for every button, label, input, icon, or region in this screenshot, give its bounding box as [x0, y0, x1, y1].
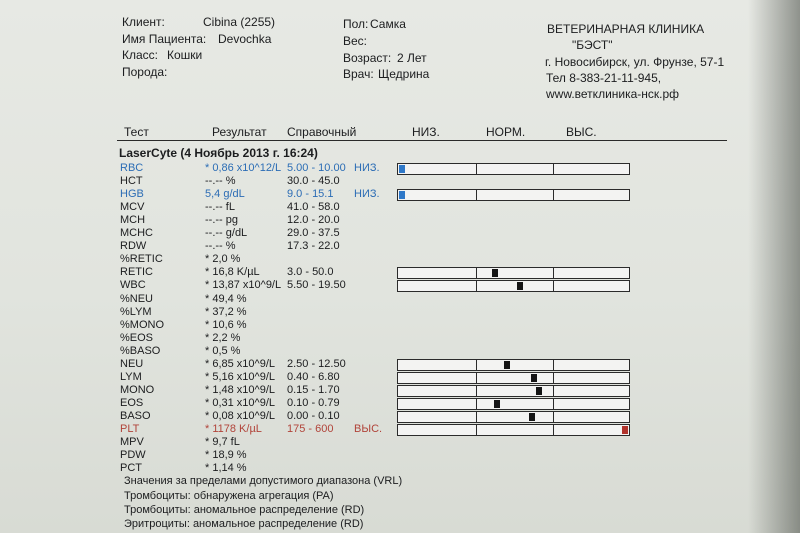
note-platelet-distribution: Тромбоциты: аномальное распределение (RD)	[124, 504, 365, 516]
note-erythrocyte-distribution: Эритроциты: аномальное распределение (RD)	[124, 518, 364, 530]
patient-label: Имя Пациента:	[122, 32, 207, 46]
sex-label: Пол:	[343, 17, 369, 31]
test-name-mpv: MPV	[120, 436, 144, 448]
age-label: Возраст:	[343, 51, 392, 65]
reference-rbc: 5.00 - 10.00	[287, 162, 346, 174]
test-name-mchc: MCHC	[120, 227, 153, 239]
reference-eos: 0.10 - 0.79	[287, 397, 340, 409]
result-mch: --.-- pg	[205, 214, 238, 226]
clinic-phone: Тел 8-383-21-11-945,	[546, 71, 662, 85]
reference-mch: 12.0 - 20.0	[287, 214, 340, 226]
result-eos: * 0,31 x10^9/L	[205, 397, 275, 409]
range-marker-lym	[531, 374, 537, 382]
client-label: Клиент:	[122, 15, 165, 29]
result-mcv: --.-- fL	[205, 201, 235, 213]
result-rdw: --.-- %	[205, 240, 236, 252]
doctor-value: Щедрина	[378, 67, 430, 81]
reference-mchc: 29.0 - 37.5	[287, 227, 340, 239]
flag-rbc: НИЗ.	[354, 162, 380, 174]
test-name-hgb: HGB	[120, 188, 144, 200]
range-marker-eos	[494, 400, 500, 408]
class-value: Кошки	[167, 48, 203, 62]
test-name-eos: EOS	[120, 397, 144, 409]
range-bar-neu	[397, 359, 630, 371]
result-lym: * 5,16 x10^9/L	[205, 371, 275, 383]
weight-label: Вес:	[343, 34, 368, 48]
client-value: Cibina (2255)	[203, 15, 276, 29]
range-marker-retic	[492, 269, 498, 277]
result-pct-mono: * 10,6 %	[205, 319, 247, 331]
note-platelet-aggregation: Тромбоциты: обнаружена агрегация (PA)	[124, 490, 334, 502]
result-wbc: * 13,87 x10^9/L	[205, 279, 282, 291]
result-pct-lym: * 37,2 %	[205, 306, 247, 318]
test-name-baso: BASO	[120, 410, 151, 422]
range-bar-wbc	[397, 280, 630, 292]
result-retic: * 16,8 K/µL	[205, 266, 260, 278]
test-name-pct-mono: %MONO	[120, 319, 164, 331]
range-bar-plt	[397, 424, 630, 436]
result-hgb: 5,4 g/dL	[205, 188, 245, 200]
range-marker-neu	[504, 361, 510, 369]
patient-value: Devochka	[218, 32, 272, 46]
result-pct: * 1,14 %	[205, 462, 247, 474]
clinic-brand: "БЭСТ"	[572, 38, 613, 52]
result-pdw: * 18,9 %	[205, 449, 247, 461]
reference-lym: 0.40 - 6.80	[287, 371, 340, 383]
test-name-retic: RETIC	[120, 266, 153, 278]
test-name-mcv: MCV	[120, 201, 145, 213]
reference-mcv: 41.0 - 58.0	[287, 201, 340, 213]
reference-hct: 30.0 - 45.0	[287, 175, 340, 187]
reference-rdw: 17.3 - 22.0	[287, 240, 340, 252]
range-marker-rbc	[399, 165, 405, 173]
test-name-plt: PLT	[120, 423, 140, 435]
flag-hgb: НИЗ.	[354, 188, 380, 200]
reference-baso: 0.00 - 0.10	[287, 410, 340, 422]
clinic-website: www.ветклиника-нск.рф	[546, 87, 680, 101]
test-name-hct: HCT	[120, 175, 143, 187]
range-bar-hgb	[397, 189, 630, 201]
range-marker-wbc	[517, 282, 523, 290]
result-pct-eos: * 2,2 %	[205, 332, 241, 344]
range-bar-eos	[397, 398, 630, 410]
result-mchc: --.-- g/dL	[205, 227, 248, 239]
test-name-pct-baso: %BASO	[120, 345, 161, 357]
result-pct-retic: * 2,0 %	[205, 253, 241, 265]
range-marker-baso	[529, 413, 535, 421]
section-title: LaserCyte (4 Ноябрь 2013 г. 16:24)	[119, 146, 318, 160]
flag-plt: ВЫС.	[354, 423, 383, 435]
col-normal: НОРМ.	[486, 125, 526, 139]
result-mpv: * 9,7 fL	[205, 436, 240, 448]
breed-label: Порода:	[122, 65, 168, 79]
test-name-rdw: RDW	[120, 240, 147, 252]
class-label: Класс:	[122, 48, 158, 62]
range-marker-hgb	[399, 191, 405, 199]
clinic-name: ВЕТЕРИНАРНАЯ КЛИНИКА	[547, 22, 705, 36]
range-bar-lym	[397, 372, 630, 384]
col-high: ВЫС.	[566, 125, 597, 139]
test-name-neu: NEU	[120, 358, 144, 370]
col-result: Результат	[212, 125, 267, 139]
sex-value: Самка	[370, 17, 406, 31]
note-vrl: Значения за пределами допустимого диапазона (VRL)	[124, 475, 403, 487]
clinic-address: г. Новосибирск, ул. Фрунзе, 57-1	[545, 55, 725, 69]
reference-neu: 2.50 - 12.50	[287, 358, 346, 370]
test-name-pct-neu: %NEU	[120, 293, 154, 305]
col-low: НИЗ.	[412, 125, 440, 139]
doctor-label: Врач:	[343, 67, 374, 81]
range-bar-retic	[397, 267, 630, 279]
col-test: Тест	[124, 125, 149, 139]
test-name-mono: MONO	[120, 384, 155, 396]
reference-retic: 3.0 - 50.0	[287, 266, 334, 278]
result-mono: * 1,48 x10^9/L	[205, 384, 275, 396]
range-bar-baso	[397, 411, 630, 423]
result-rbc: * 0,86 x10^12/L	[205, 162, 282, 174]
test-name-wbc: WBC	[120, 279, 146, 291]
result-pct-neu: * 49,4 %	[205, 293, 247, 305]
range-bar-rbc	[397, 163, 630, 175]
test-name-lym: LYM	[120, 371, 142, 383]
test-name-pdw: PDW	[120, 449, 146, 461]
result-neu: * 6,85 x10^9/L	[205, 358, 275, 370]
reference-mono: 0.15 - 1.70	[287, 384, 340, 396]
test-name-pct-lym: %LYM	[120, 306, 152, 318]
test-name-mch: MCH	[120, 214, 146, 226]
range-marker-plt	[622, 426, 628, 434]
range-bar-mono	[397, 385, 630, 397]
result-pct-baso: * 0,5 %	[205, 345, 241, 357]
test-name-pct-retic: %RETIC	[120, 253, 163, 265]
result-hct: --.-- %	[205, 175, 236, 187]
col-reference: Справочный	[287, 125, 357, 139]
result-baso: * 0,08 x10^9/L	[205, 410, 275, 422]
test-name-rbc: RBC	[120, 162, 144, 174]
range-marker-mono	[536, 387, 542, 395]
test-name-pct: PCT	[120, 462, 142, 474]
reference-hgb: 9.0 - 15.1	[287, 188, 334, 200]
reference-wbc: 5.50 - 19.50	[287, 279, 346, 291]
age-value: 2 Лет	[397, 51, 427, 65]
header-divider	[117, 140, 727, 141]
test-name-pct-eos: %EOS	[120, 332, 154, 344]
result-plt: * 1178 K/µL	[205, 423, 262, 435]
reference-plt: 175 - 600	[287, 423, 334, 435]
